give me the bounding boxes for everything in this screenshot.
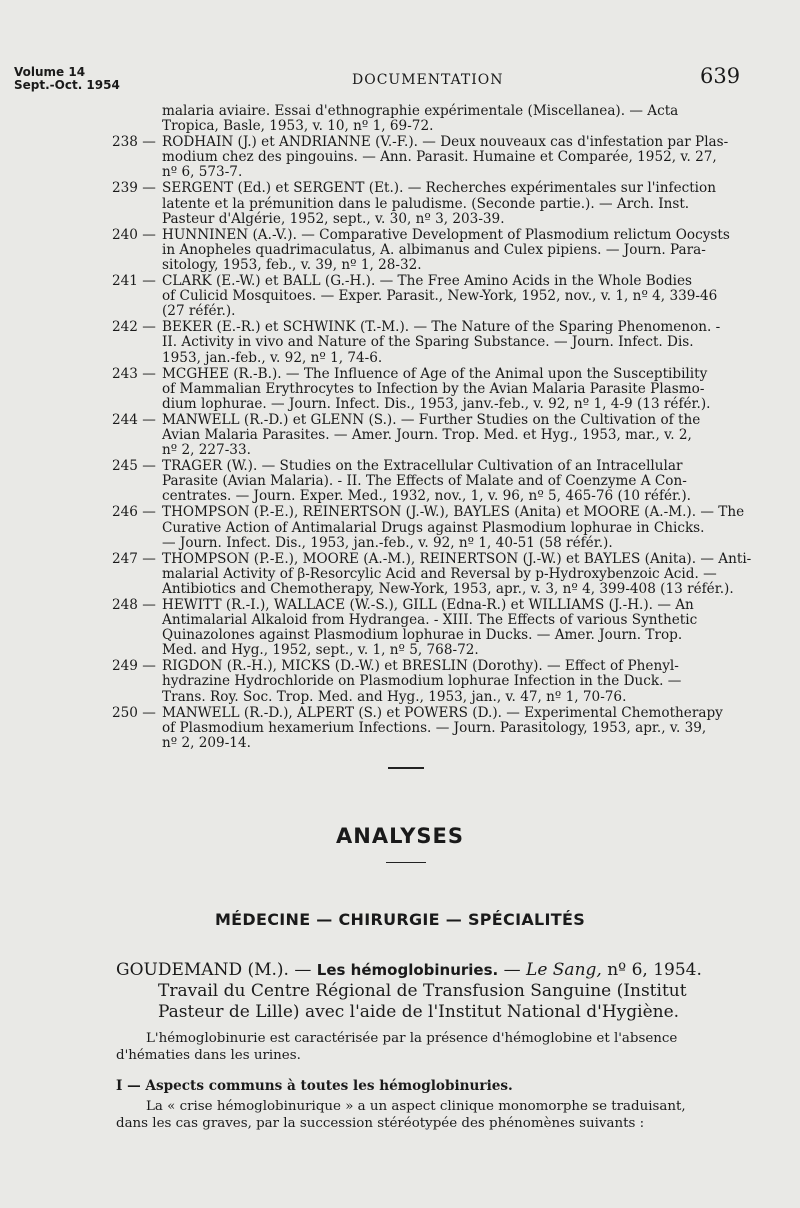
reference-line: RIGDON (R.-H.), MICKS (D.-W.) et BRESLIN (Dorothy). — Effect of Phenyl- <box>162 658 679 675</box>
page-number: 639 <box>700 64 741 88</box>
article-header <box>116 960 736 1023</box>
reference-line: hydrazine Hydrochloride on Plasmodium lophurae Infection in the Duck. — <box>162 673 682 690</box>
reference-line: MANWELL (R.-D.), ALPERT (S.) et POWERS (D.). — Experimental Chemotherapy <box>162 704 723 721</box>
reference-line: dium lophurae. — Journ. Infect. Dis., 1953, janv.-feb., v. 92, nº 1, 4-9 (13 référ.). <box>162 395 711 412</box>
reference-text <box>162 459 732 504</box>
intro-paragraph <box>116 1030 736 1064</box>
separator: — <box>503 960 521 980</box>
reference-line: RODHAIN (J.) et ANDRIANNE (V.-F.). — Deux nouveaux cas d'infestation par Plas- <box>162 134 729 151</box>
reference-item <box>112 413 732 458</box>
reference-number: 242 — <box>112 319 156 336</box>
reference-item <box>112 367 732 412</box>
reference-item <box>112 504 745 551</box>
reference-line: HUNNINEN (A.-V.). — Comparative Development of Plasmodium relictum Oocysts <box>162 226 730 243</box>
reference-line: nº 2, 209-14. <box>162 734 251 751</box>
article-first-line <box>116 960 736 981</box>
separator: — <box>294 960 312 980</box>
reference-line: nº 6, 573-7. <box>162 164 243 181</box>
reference-line: MANWELL (R.-D.) et GLENN (S.). — Further Studies on the Cultivation of the <box>162 411 701 428</box>
reference-line: II. Activity in vivo and Nature of the Sparing Substance. — Journ. Infect. Dis. <box>162 334 694 351</box>
running-title: DOCUMENTATION <box>352 72 504 88</box>
article-affiliation-line: Pasteur de Lille) avec l'aide de l'Institut National d'Hygiène. <box>158 1002 680 1022</box>
article-issue: nº 6, 1954. <box>607 960 702 980</box>
reference-number: 243 — <box>112 365 156 382</box>
reference-number: 245 — <box>112 458 156 475</box>
reference-text <box>162 274 732 319</box>
reference-number: 246 — <box>112 504 156 521</box>
reference-item <box>112 228 732 273</box>
reference-number: 249 — <box>112 658 156 675</box>
reference-text <box>162 320 732 365</box>
reference-line: of Culicid Mosquitoes. — Exper. Parasit., New-York, 1952, nov., v. 1, nº 4, 339-46 <box>162 288 718 305</box>
reference-line: Pasteur d'Algérie, 1952, sept., v. 30, nº 3, 203-39. <box>162 210 505 227</box>
reference-line: Quinazolones against Plasmodium lophurae in Ducks. — Amer. Journ. Trop. <box>162 627 683 644</box>
reference-text <box>162 104 732 134</box>
reference-list <box>112 103 752 752</box>
article-author: GOUDEMAND (M.). <box>116 960 289 980</box>
reference-number: 241 — <box>112 273 156 290</box>
reference-line: CLARK (E.-W.) et BALL (G.-H.). — The Free Amino Acids in the Whole Bodies <box>162 273 693 290</box>
paragraph-line: d'hématies dans les urines. <box>116 1048 301 1063</box>
reference-text <box>162 550 752 597</box>
reference-line: sitology, 1953, feb., v. 39, nº 1, 28-32. <box>162 256 422 273</box>
paragraph-line: La « crise hémoglobinurique » a un aspect clinique monomorphe se traduisant, <box>146 1099 686 1114</box>
reference-line: Avian Malaria Parasites. — Amer. Journ. Trop. Med. et Hyg., 1953, mar., v. 2, <box>162 426 692 443</box>
reference-number: 238 — <box>112 134 156 151</box>
reference-line: Curative Action of Antimalarial Drugs against Plasmodium lophurae in Chicks. <box>162 519 705 536</box>
reference-number: 240 — <box>112 226 156 243</box>
volume-info <box>14 66 120 92</box>
reference-line: of Plasmodium hexamerium Infections. — Journ. Parasitology, 1953, apr., v. 39, <box>162 719 707 736</box>
reference-text <box>162 598 732 658</box>
reference-line: Parasite (Avian Malaria). - II. The Effects of Malate and of Coenzyme A Con- <box>162 473 687 490</box>
reference-number: 248 — <box>112 597 156 613</box>
reference-line: centrates. — Journ. Exper. Med., 1932, nov., 1, v. 96, nº 5, 465-76 (10 référ.). <box>162 488 691 505</box>
reference-line: Med. and Hyg., 1952, sept., v. 1, nº 5, 768-72. <box>162 642 479 659</box>
reference-line: of Mammalian Erythrocytes to Infection by the Avian Malaria Parasite Plasmo- <box>162 380 705 397</box>
reference-item <box>112 659 732 704</box>
reference-line: THOMPSON (P.-E.), REINERTSON (J.-W.), BAYLES (Anita) et MOORE (A.-M.). — The <box>162 504 745 521</box>
reference-item <box>112 598 732 658</box>
reference-line: BEKER (E.-R.) et SCHWINK (T.-M.). — The Nature of the Sparing Phenomenon. - <box>162 319 721 336</box>
article-affiliation-line: Travail du Centre Régional de Transfusion Sanguine (Institut <box>158 981 687 1001</box>
subheading: I — Aspects communs à toutes les hémoglobinuries. <box>116 1078 513 1094</box>
reference-line: — Journ. Infect. Dis., 1953, jan.-feb., v. 92, nº 1, 40-51 (58 référ.). <box>162 534 613 551</box>
issue-date: Sept.-Oct. 1954 <box>14 78 120 92</box>
divider <box>388 767 424 769</box>
reference-item <box>112 135 732 180</box>
reference-line: Trans. Roy. Soc. Trop. Med. and Hyg., 1953, jan., v. 47, nº 1, 70-76. <box>162 688 627 705</box>
volume-label: Volume 14 <box>14 65 86 79</box>
reference-line: nº 2, 227-33. <box>162 442 251 459</box>
reference-line: MCGHEE (R.-B.). — The Influence of Age of the Animal upon the Susceptibility <box>162 365 708 382</box>
reference-number: 247 — <box>112 550 156 567</box>
reference-number: 250 — <box>112 704 156 721</box>
reference-line: latente et la prémunition dans le paludisme. (Seconde partie.). — Arch. Inst. <box>162 195 690 212</box>
reference-line: HEWITT (R.-I.), WALLACE (W.-S.), GILL (Edna-R.) et WILLIAMS (J.-H.). — An <box>162 597 694 613</box>
reference-line: in Anopheles quadrimaculatus, A. albimanus and Culex pipiens. — Journ. Para- <box>162 241 706 258</box>
reference-number: 239 — <box>112 180 156 197</box>
reference-line: malaria aviaire. Essai d'ethnographie expérimentale (Miscellanea). — Acta <box>162 103 679 119</box>
reference-line: 1953, jan.-feb., v. 92, nº 1, 74-6. <box>162 349 383 366</box>
reference-text <box>162 367 732 412</box>
reference-item <box>112 550 752 597</box>
reference-item <box>112 320 732 365</box>
reference-line: SERGENT (Ed.) et SERGENT (Et.). — Recherches expérimentales sur l'infection <box>162 180 716 197</box>
paragraph-line: L'hémoglobinurie est caractérisée par la présence d'hémoglobine et l'absence <box>146 1031 678 1046</box>
reference-line: Tropica, Basle, 1953, v. 10, nº 1, 69-72. <box>162 118 434 135</box>
reference-line: TRAGER (W.). — Studies on the Extracellular Cultivation of an Intracellular <box>162 458 683 475</box>
analyses-heading: ANALYSES <box>336 824 464 848</box>
reference-line: modium chez des pingouins. — Ann. Parasit. Humaine et Comparée, 1952, v. 27, <box>162 149 717 166</box>
section-heading: MÉDECINE — CHIRURGIE — SPÉCIALITÉS <box>214 910 586 929</box>
paragraph-line: dans les cas graves, par la succession stéréotypée des phénomènes suivants : <box>116 1116 645 1131</box>
reference-line: THOMPSON (P.-E.), MOORE (A.-M.), REINERTSON (J.-W.) et BAYLES (Anita). — Anti- <box>162 550 752 567</box>
reference-text <box>162 504 745 551</box>
reference-item <box>112 181 732 226</box>
reference-text <box>162 706 732 751</box>
article-journal: Le Sang, <box>526 960 602 980</box>
divider <box>386 862 426 863</box>
reference-item <box>112 706 732 751</box>
reference-number: 244 — <box>112 411 156 428</box>
reference-line: Antimalarial Alkaloid from Hydrangea. - XIII. The Effects of various Synthetic <box>162 612 698 629</box>
reference-text <box>162 181 732 226</box>
reference-line: Antibiotics and Chemotherapy, New-York, 1953, apr., v. 3, nº 4, 399-408 (13 référ.). <box>162 580 734 597</box>
reference-text <box>162 228 732 273</box>
reference-line: (27 référ.). <box>162 303 236 320</box>
reference-item <box>112 459 732 504</box>
reference-text <box>162 659 732 704</box>
reference-item <box>112 274 732 319</box>
article-title: Les hémoglobinuries. <box>316 961 499 979</box>
reference-item <box>112 104 732 134</box>
reference-text <box>162 135 732 180</box>
reference-text <box>162 413 732 458</box>
body-paragraph <box>116 1098 736 1132</box>
reference-line: malarial Activity of β-Resorcylic Acid and Reversal by p-Hydroxybenzoic Acid. — <box>162 565 717 582</box>
